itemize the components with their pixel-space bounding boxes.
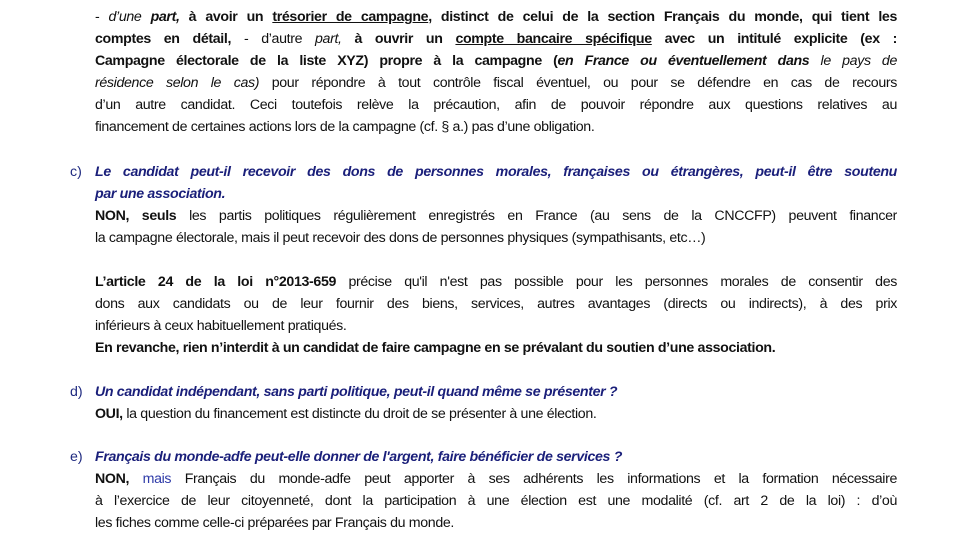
text-run: - d’autre — [243, 31, 315, 47]
question-heading — [95, 446, 897, 468]
text-run: L’article 24 de la loi n°2013-659 — [95, 274, 337, 290]
text-run: inférieurs à ceux habituellement pratiqués. — [95, 318, 347, 334]
answer-line — [95, 315, 897, 337]
answer-line — [95, 183, 897, 205]
text-run: en France ou éventuellement dans — [557, 53, 810, 69]
intro-line — [95, 28, 897, 50]
answer-line — [95, 512, 897, 534]
text-run: Le candidat peut-il recevoir des dons de personnes morales, françaises ou étrangères, peut-il être soutenu — [95, 164, 897, 180]
text-run: comptes en détail, — [95, 31, 244, 47]
text-run: pour répondre à tout contrôle fiscal éventuel, ou pour se défendre en cas de recours — [259, 75, 897, 91]
text-run: la question du financement est distincte du droit de se présenter à une élection. — [122, 406, 597, 422]
text-run: NON, — [95, 471, 130, 487]
answer-line — [95, 271, 897, 293]
question-heading — [95, 161, 897, 183]
text-run: OUI, — [95, 406, 123, 422]
section-label-c: c) — [70, 164, 82, 180]
text-run: Français du monde-adfe peut-elle donner de l'argent, faire bénéficier de services ? — [95, 449, 623, 465]
text-run: financement de certaines actions lors de la campagne (cf. § a.) pas d’une obligation. — [95, 119, 595, 135]
intro-line — [95, 72, 897, 94]
text-run: Un candidat indépendant, sans parti politique, peut-il quand même se présenter ? — [95, 384, 618, 400]
text-run: part, — [150, 9, 180, 25]
answer-line — [95, 293, 897, 315]
text-run: mais — [129, 471, 172, 487]
answer-line — [95, 403, 897, 425]
intro-line — [95, 116, 897, 138]
intro-line — [95, 50, 897, 72]
answer-line — [95, 490, 897, 512]
text-run: dons aux candidats ou de leur fournir des biens, services, autres avantages (directs ou indirects), à des prix — [95, 296, 897, 312]
text-run: d’un autre candidat. Ceci toutefois relève la précaution, afin de pouvoir répondre aux questions relatives au — [95, 97, 897, 113]
question-heading — [95, 381, 897, 403]
text-run: à l’exercice de leur citoyenneté, dont la participation à une élection est une modalité (cf. art 2 de la loi) : d’où — [95, 493, 897, 509]
text-run: d’une — [108, 9, 151, 25]
intro-line — [95, 6, 897, 28]
answer-line — [95, 227, 897, 249]
text-run: compte bancaire spécifique — [455, 31, 652, 47]
text-run: la campagne électorale, mais il peut recevoir des dons de personnes physiques (sympathisants, etc…) — [95, 230, 706, 246]
section-label-e: e) — [70, 449, 83, 465]
text-run: précise qu'il n'est pas possible pour les personnes morales de consentir des — [336, 274, 897, 290]
text-run: avec un intitulé explicite (ex : — [651, 31, 897, 47]
text-run: les fiches comme celle-ci préparées par Français du monde. — [95, 515, 454, 531]
text-run: résidence selon le cas) — [95, 75, 260, 91]
answer-line — [95, 205, 897, 227]
text-run: à ouvrir un — [341, 31, 456, 47]
text-run: trésorier de campagne — [272, 9, 429, 25]
text-run: En revanche, rien n’interdit à un candidat de faire campagne en se prévalant du soutien d’une association. — [95, 340, 776, 356]
text-run: le pays de — [809, 53, 897, 69]
text-run: , distinct de celui de la section Français du monde, qui tient les — [428, 9, 897, 25]
text-run: NON, seuls — [95, 208, 177, 224]
section-label-d: d) — [70, 384, 83, 400]
text-run: - — [95, 9, 109, 25]
answer-line — [95, 337, 897, 359]
intro-line — [95, 94, 897, 116]
text-run: part, — [315, 31, 342, 47]
text-run: Français du monde-adfe peut apporter à ses adhérents les informations et la formation nécessaire — [171, 471, 897, 487]
text-run: les partis politiques régulièrement enregistrés en France (au sens de la CNCCFP) peuvent financer — [176, 208, 897, 224]
text-run: Campagne électorale de la liste XYZ) propre à la campagne ( — [95, 53, 558, 69]
text-run: à avoir un — [179, 9, 273, 25]
answer-line — [95, 468, 897, 490]
text-run: par une association. — [95, 186, 226, 202]
